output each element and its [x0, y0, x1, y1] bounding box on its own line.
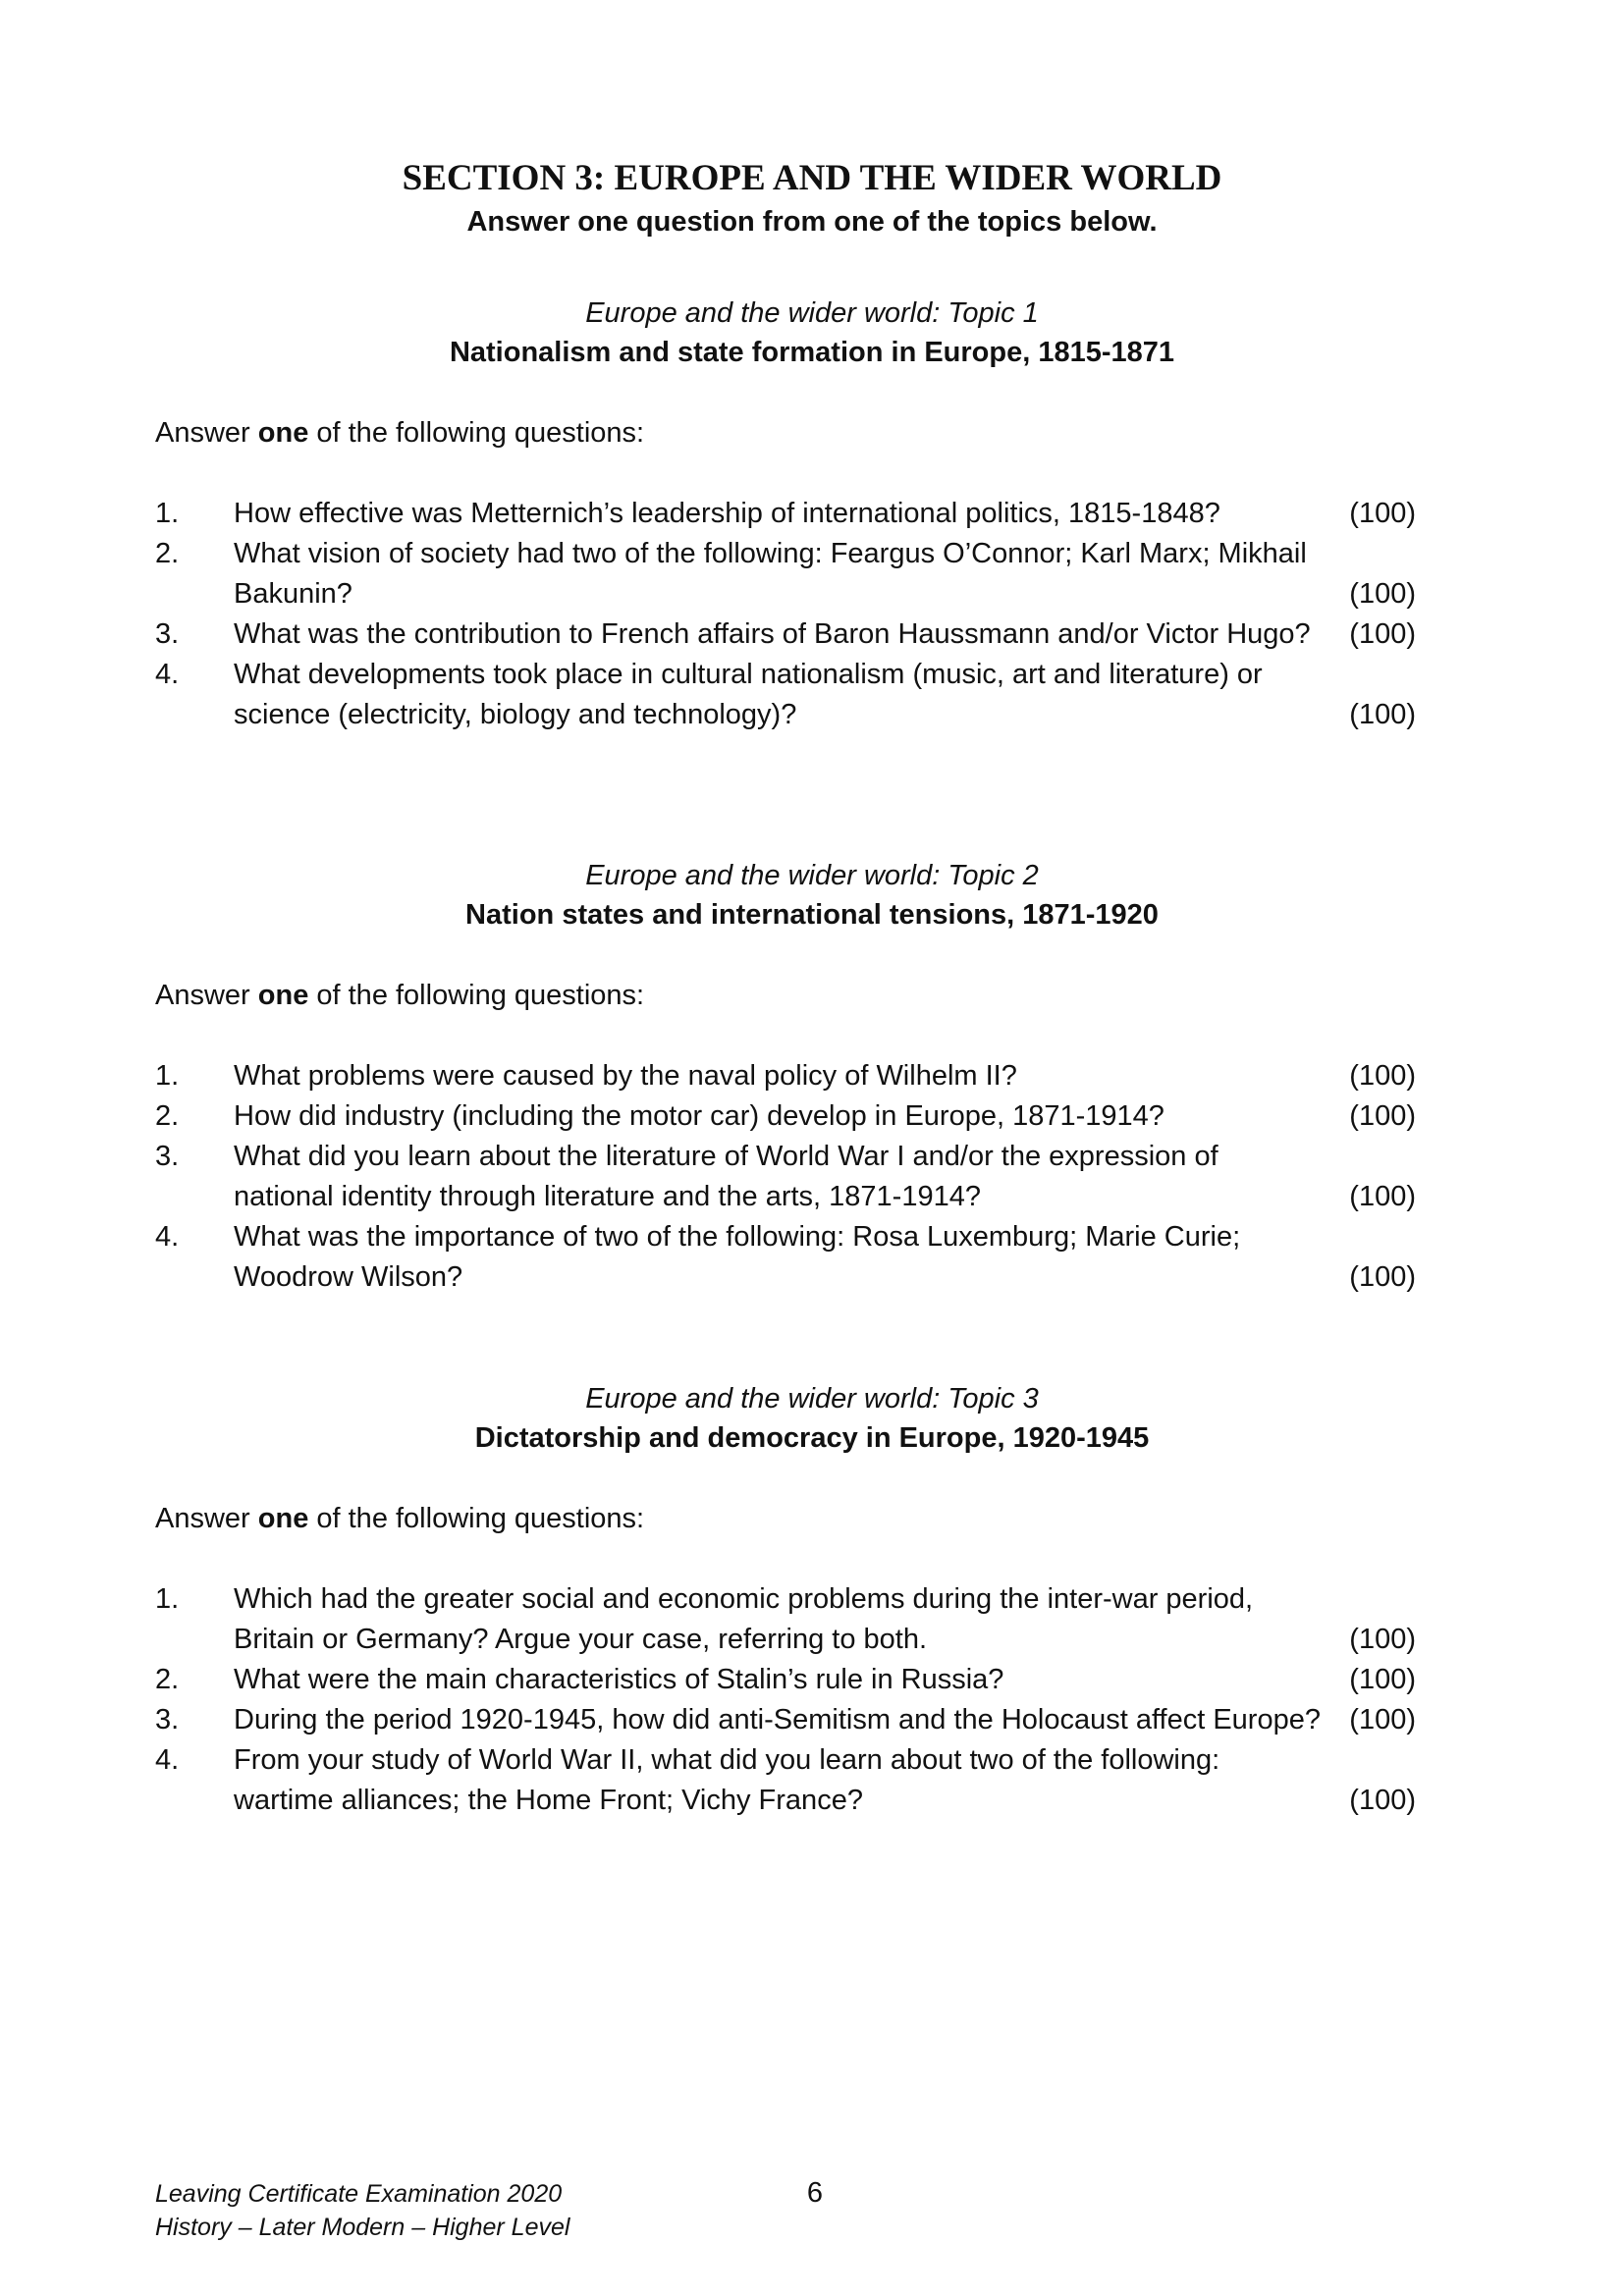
question-text: What did you learn about the literature of World War I and/or the expression of national identity through literature and the arts, 1871-1914? [234, 1141, 1218, 1212]
question-item [0, 1096, 1624, 1137]
question-list [0, 1579, 1624, 1821]
question-number: 3. [155, 1141, 180, 1172]
question-marks: (100) [1349, 618, 1416, 650]
question-number: 2. [155, 1664, 180, 1695]
question-marks: (100) [1349, 498, 1416, 529]
question-item [0, 1700, 1624, 1740]
topic-label: Europe and the wider world: Topic 1 [585, 297, 1039, 329]
question-text: What was the importance of two of the following: Rosa Luxemburg; Marie Curie; Woodrow Wilson? [234, 1221, 1241, 1293]
question-list [0, 1056, 1624, 1298]
answer-instruction: Answer one of the following questions: [155, 1503, 645, 1534]
question-marks: (100) [1349, 1664, 1416, 1695]
question-number: 2. [155, 538, 180, 569]
question-item [0, 1579, 1624, 1660]
footer-exam: Leaving Certificate Examination 2020 [155, 2180, 563, 2208]
topic-title: Nation states and international tensions, 1871-1920 [465, 899, 1159, 931]
question-item [0, 1217, 1624, 1298]
question-marks: (100) [1349, 1704, 1416, 1735]
question-text: What were the main characteristics of Stalin’s rule in Russia? [234, 1664, 1004, 1695]
question-text: What was the contribution to French affairs of Baron Haussmann and/or Victor Hugo? [234, 618, 1311, 650]
question-number: 3. [155, 618, 180, 650]
question-number: 1. [155, 1060, 180, 1092]
question-marks: (100) [1349, 1060, 1416, 1092]
question-number: 4. [155, 659, 180, 690]
question-marks: (100) [1349, 578, 1416, 610]
question-text: How effective was Metternich’s leadership of international politics, 1815-1848? [234, 498, 1220, 529]
question-item [0, 614, 1624, 655]
question-item [0, 1137, 1624, 1217]
question-item [0, 1740, 1624, 1821]
question-marks: (100) [1349, 699, 1416, 730]
question-list [0, 494, 1624, 735]
topic-title: Dictatorship and democracy in Europe, 1920-1945 [474, 1422, 1150, 1454]
topic-title: Nationalism and state formation in Europe, 1815-1871 [449, 337, 1175, 368]
question-item [0, 655, 1624, 735]
answer-instruction: Answer one of the following questions: [155, 980, 645, 1011]
question-text: How did industry (including the motor car) develop in Europe, 1871-1914? [234, 1100, 1164, 1132]
answer-instruction: Answer one of the following questions: [155, 417, 645, 449]
question-item [0, 494, 1624, 534]
question-marks: (100) [1349, 1100, 1416, 1132]
question-number: 4. [155, 1744, 180, 1776]
question-text: During the period 1920-1945, how did anti-Semitism and the Holocaust affect Europe? [234, 1704, 1321, 1735]
topic-label: Europe and the wider world: Topic 2 [585, 860, 1039, 891]
section-instruction: Answer one question from one of the topics below. [466, 206, 1158, 238]
page-number: 6 [806, 2177, 824, 2209]
question-marks: (100) [1349, 1181, 1416, 1212]
question-text: Which had the greater social and economic problems during the inter-war period, Britain or Germany? Argue your case, referring to both. [234, 1583, 1254, 1655]
question-text: From your study of World War II, what did you learn about two of the following: wartime alliances; the Home Front; Vichy France? [234, 1744, 1220, 1816]
question-item [0, 534, 1624, 614]
question-text: What problems were caused by the naval policy of Wilhelm II? [234, 1060, 1017, 1092]
question-marks: (100) [1349, 1624, 1416, 1655]
question-item [0, 1056, 1624, 1096]
question-number: 2. [155, 1100, 180, 1132]
question-item [0, 1660, 1624, 1700]
section-title: SECTION 3: EUROPE AND THE WIDER WORLD [402, 158, 1222, 198]
topic-label: Europe and the wider world: Topic 3 [585, 1383, 1039, 1415]
question-text: What vision of society had two of the following: Feargus O’Connor; Karl Marx; Mikhail Bakunin? [234, 538, 1307, 610]
question-number: 1. [155, 1583, 180, 1615]
question-number: 3. [155, 1704, 180, 1735]
question-marks: (100) [1349, 1785, 1416, 1816]
footer [155, 2177, 569, 2244]
question-text: What developments took place in cultural nationalism (music, art and literature) or science (electricity, biology and technology)? [234, 659, 1263, 730]
question-marks: (100) [1349, 1261, 1416, 1293]
footer-subject: History – Later Modern – Higher Level [155, 2214, 570, 2241]
question-number: 4. [155, 1221, 180, 1253]
question-number: 1. [155, 498, 180, 529]
